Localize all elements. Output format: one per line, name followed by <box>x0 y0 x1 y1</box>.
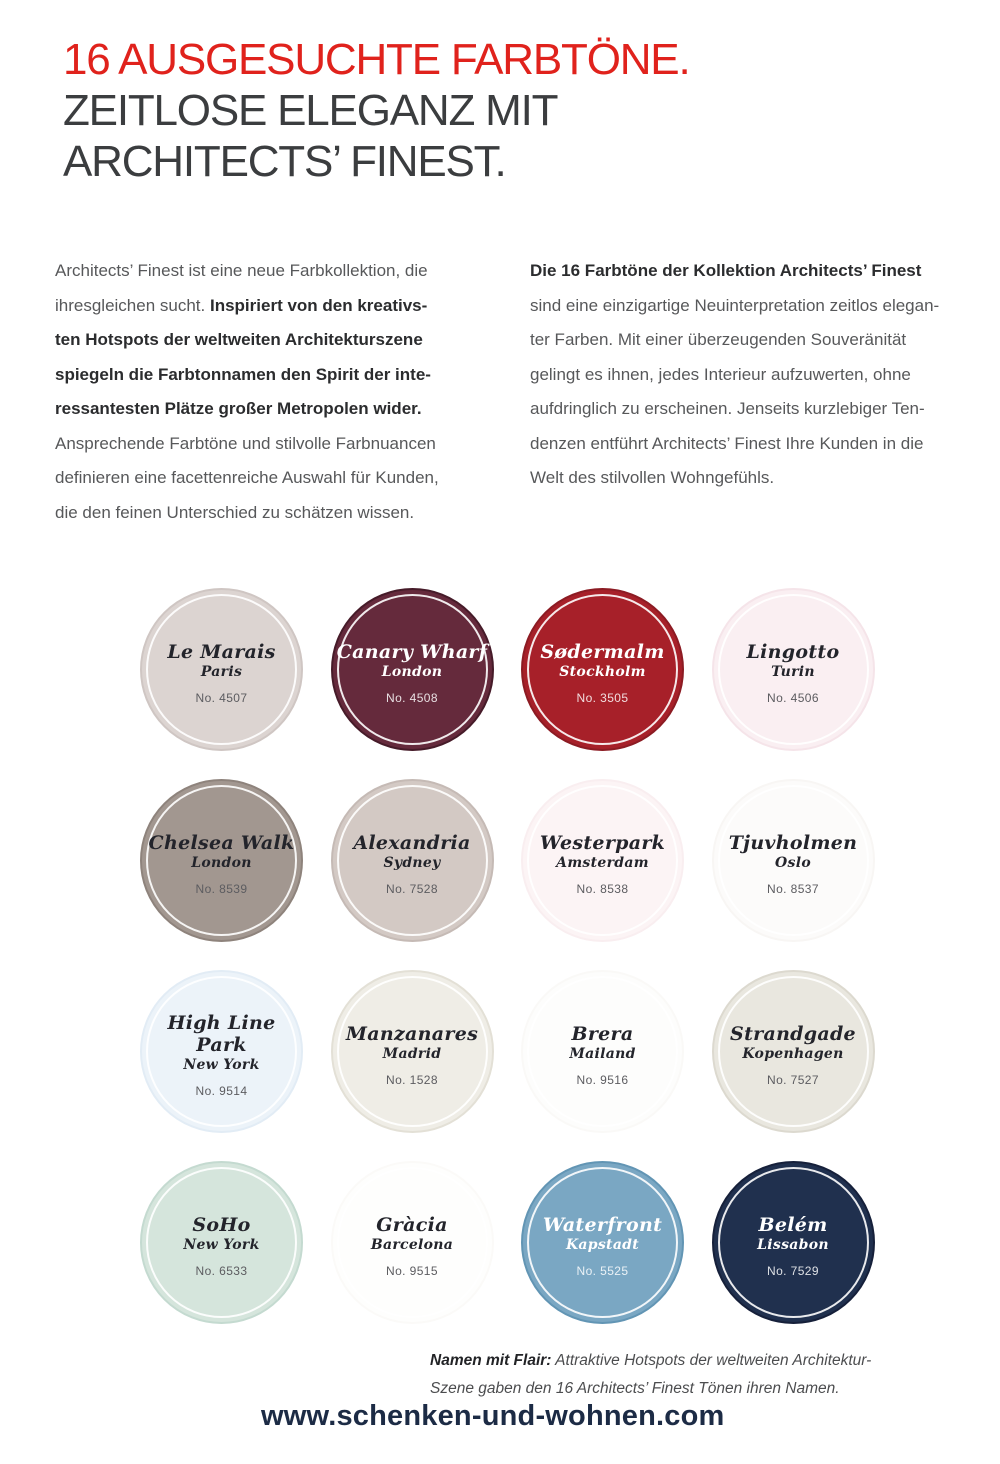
swatch-cell-s-dermalm <box>521 588 712 779</box>
intro-line: gelingt es ihnen, jedes Interieur aufzuwerten, ohne <box>530 364 911 384</box>
intro-line: spiegeln die Farbtonnamen den Spirit der inte- <box>55 364 431 384</box>
swatch-name: Manzanares <box>345 1022 479 1045</box>
swatch-number: No. 4508 <box>386 690 438 705</box>
swatch-cell-westerpark <box>521 779 712 970</box>
intro-line: definieren eine facettenreiche Auswahl für Kunden, <box>55 468 439 487</box>
color-swatch-waterfront <box>521 1161 684 1324</box>
swatch-name: High Line Park <box>167 1011 276 1056</box>
intro-line: aufdringlich zu erscheinen. Jenseits kurzlebiger Ten- <box>530 399 925 418</box>
swatch-cell-belem <box>712 1161 903 1352</box>
swatch-city: Madrid <box>382 1045 442 1062</box>
swatch-city: Lissabon <box>757 1236 829 1253</box>
color-swatch-high-line-park <box>140 970 303 1133</box>
swatch-city: Amsterdam <box>556 854 649 871</box>
intro-line: die den feinen Unterschied zu schätzen wissen. <box>55 502 415 522</box>
intro-line: denzen entführt Architects’ Finest Ihre Kunden in die <box>530 433 924 453</box>
swatch-name: Strandgade <box>730 1022 856 1045</box>
figure-caption <box>430 1347 871 1403</box>
page-header <box>63 34 689 187</box>
swatch-cell-high-line-park <box>140 970 331 1161</box>
color-swatch-westerpark <box>521 779 684 942</box>
intro-line: ter Farben. Mit einer überzeugenden Souveränität <box>530 330 907 349</box>
swatch-number: No. 9515 <box>386 1263 438 1278</box>
swatch-cell-gracia <box>331 1161 522 1352</box>
intro-text <box>55 254 975 530</box>
swatch-city: Kapstadt <box>565 1236 640 1253</box>
swatch-cell-canary-wharf <box>331 588 522 779</box>
swatch-name: Westerpark <box>539 831 666 854</box>
swatch-name: Tjuvholmen <box>728 831 858 854</box>
intro-column-right <box>530 254 975 530</box>
color-swatch-canary-wharf <box>331 588 494 751</box>
swatch-name: Gràcia <box>376 1213 448 1236</box>
swatch-city: Mailand <box>569 1045 636 1062</box>
color-swatch-grid <box>140 588 904 1352</box>
intro-line: sind eine einzigartige Neuinterpretation zeitlos elegan- <box>530 295 940 315</box>
swatch-name: Canary Wharf <box>336 640 488 663</box>
swatch-number: No. 4507 <box>195 690 248 705</box>
intro-line: Die 16 Farbtöne der Kollektion Architects’ Finest <box>530 261 922 280</box>
swatch-city: Sydney <box>383 854 441 871</box>
swatch-number: No. 4506 <box>767 690 819 705</box>
swatch-city: Stockholm <box>559 663 646 680</box>
swatch-city: Turin <box>771 663 815 680</box>
intro-line: ressantesten Plätze großer Metropolen wider. <box>55 399 422 418</box>
intro-line: Welt des stilvollen Wohngefühls. <box>530 468 775 487</box>
caption-line: Szene gaben den 16 Architects’ Finest Tönen ihren Namen. <box>430 1380 840 1397</box>
swatch-number: No. 6533 <box>195 1263 248 1278</box>
headline-line3: ARCHITECTS’ FINEST. <box>63 137 506 186</box>
headline-accent: 16 AUSGESUCHTE FARBTÖNE. <box>63 35 690 84</box>
swatch-cell-chelsea-walk <box>140 779 331 970</box>
headline-line2: ZEITLOSE ELEGANZ MIT <box>63 86 558 135</box>
swatch-number: No. 5525 <box>576 1263 629 1278</box>
swatch-city: Oslo <box>775 854 811 871</box>
swatch-cell-tjuvholmen <box>712 779 903 970</box>
swatch-name: Sødermalm <box>540 640 665 663</box>
color-swatch-s-dermalm <box>521 588 684 751</box>
swatch-cell-manzanares <box>331 970 522 1161</box>
swatch-cell-alexandria <box>331 779 522 970</box>
swatch-name: Chelsea Walk <box>148 831 295 854</box>
intro-line: ihresgleichen sucht. Inspiriert von den kreativs- <box>55 295 428 315</box>
swatch-number: No. 9516 <box>576 1072 629 1087</box>
swatch-city: London <box>191 854 252 871</box>
color-swatch-soho <box>140 1161 303 1324</box>
swatch-name: Alexandria <box>353 831 471 854</box>
swatch-number: No. 8537 <box>767 881 819 896</box>
color-swatch-tjuvholmen <box>712 779 875 942</box>
swatch-city: London <box>381 663 443 680</box>
swatch-cell-lingotto <box>712 588 903 779</box>
swatch-city: New York <box>183 1236 260 1253</box>
swatch-city: Barcelona <box>370 1236 454 1253</box>
swatch-cell-strandgade <box>712 970 903 1161</box>
swatch-city: Kopenhagen <box>742 1045 844 1062</box>
intro-line: Ansprechende Farbtöne und stilvolle Farbnuancen <box>55 433 436 453</box>
swatch-number: No. 1528 <box>386 1072 438 1087</box>
swatch-cell-soho <box>140 1161 331 1352</box>
swatch-city: Paris <box>200 663 243 680</box>
color-swatch-brera <box>521 970 684 1133</box>
color-swatch-gracia <box>331 1161 494 1324</box>
swatch-number: No. 8539 <box>195 881 248 896</box>
swatch-number: No. 7527 <box>767 1072 819 1087</box>
swatch-name: SoHo <box>192 1213 251 1236</box>
intro-line: ten Hotspots der weltweiten Architekturszene <box>55 330 423 349</box>
intro-column-left <box>55 254 500 530</box>
color-swatch-belem <box>712 1161 875 1324</box>
swatch-number: No. 3505 <box>576 690 629 705</box>
swatch-number: No. 8538 <box>576 881 629 896</box>
swatch-cell-le-marais <box>140 588 331 779</box>
swatch-cell-brera <box>521 970 712 1161</box>
caption-line: Namen mit Flair: Attraktive Hotspots der weltweiten Architektur- <box>430 1352 872 1369</box>
swatch-number: No. 7529 <box>767 1263 819 1278</box>
swatch-name: Belém <box>758 1213 828 1236</box>
swatch-number: No. 7528 <box>386 881 438 896</box>
swatch-name: Lingotto <box>746 640 840 663</box>
swatch-number: No. 9514 <box>195 1083 248 1098</box>
color-swatch-alexandria <box>331 779 494 942</box>
swatch-city: New York <box>183 1056 260 1073</box>
color-swatch-le-marais <box>140 588 303 751</box>
color-swatch-lingotto <box>712 588 875 751</box>
color-swatch-manzanares <box>331 970 494 1133</box>
color-swatch-strandgade <box>712 970 875 1133</box>
intro-line: Architects’ Finest ist eine neue Farbkollektion, die <box>55 261 428 280</box>
website-url: www.schenken-und-wohnen.com <box>261 1400 725 1432</box>
swatch-name: Waterfront <box>542 1213 663 1236</box>
color-swatch-chelsea-walk <box>140 779 303 942</box>
swatch-name: Brera <box>571 1022 634 1045</box>
swatch-name: Le Marais <box>167 640 276 663</box>
swatch-cell-waterfront <box>521 1161 712 1352</box>
